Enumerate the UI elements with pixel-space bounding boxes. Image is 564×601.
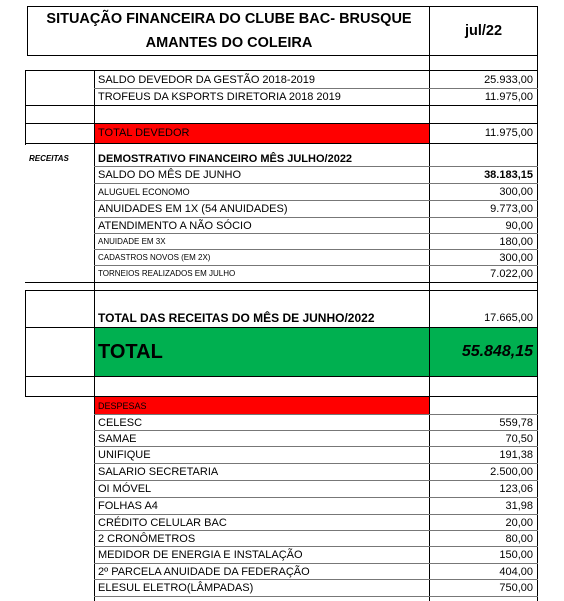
grid-line bbox=[25, 376, 538, 377]
grid-line bbox=[25, 327, 538, 328]
grid-line bbox=[94, 514, 538, 515]
grid-line bbox=[25, 396, 538, 397]
grid-line bbox=[94, 265, 538, 266]
grid-line bbox=[25, 70, 26, 145]
grid-line bbox=[25, 290, 538, 291]
grand-total-value: 55.848,15 bbox=[461, 343, 533, 360]
debt-row-value: 25.933,00 bbox=[484, 74, 533, 86]
receipt-row-label: CADASTROS NOVOS (EM 2X) bbox=[98, 253, 211, 262]
grid-line bbox=[94, 70, 95, 601]
expense-row-value: 31,98 bbox=[505, 500, 533, 512]
expense-row-value: 559,78 bbox=[499, 416, 533, 429]
grid-line bbox=[94, 166, 538, 167]
grid-line bbox=[537, 6, 538, 601]
receipt-row-label: SALDO DO MÊS DE JUNHO bbox=[98, 169, 242, 181]
receipt-row-label: ATENDIMENTO A NÃO SÓCIO bbox=[98, 219, 252, 232]
expense-row-value: 80,00 bbox=[505, 532, 533, 545]
grid-line bbox=[94, 217, 538, 218]
expense-row-label: 2º PARCELA ANUIDADE DA FEDERAÇÃO bbox=[98, 565, 310, 578]
expense-row-label: CELESC bbox=[98, 416, 143, 429]
grid-line bbox=[27, 6, 28, 56]
grid-line bbox=[94, 430, 538, 431]
grid-line bbox=[94, 480, 538, 481]
receipts-title: DEMOSTRATIVO FINANCEIRO MÊS JULHO/2022 bbox=[98, 152, 353, 165]
expense-row-label: MEDIDOR DE ENERGIA E INSTALAÇÃO bbox=[98, 549, 303, 561]
grid-line bbox=[94, 530, 538, 531]
grid-line bbox=[94, 446, 538, 447]
receipt-row-label: ANUIDADE EM 3X bbox=[98, 237, 166, 246]
expense-row-label: SALARIO SECRETARIA bbox=[98, 466, 219, 478]
grid-line bbox=[94, 200, 538, 201]
title-line-2: AMANTES DO COLEIRA bbox=[145, 34, 313, 51]
grid-line bbox=[27, 6, 538, 7]
expense-row-label: FOLHAS A4 bbox=[98, 500, 158, 512]
expense-row-value: 150,00 bbox=[499, 549, 533, 561]
receipt-row-value: 9.773,00 bbox=[490, 203, 533, 215]
receipt-row-label: ALUGUEL ECONOMO bbox=[98, 187, 190, 197]
month-label: jul/22 bbox=[464, 22, 503, 39]
grid-line bbox=[94, 596, 538, 597]
grid-line bbox=[94, 88, 538, 89]
debt-row-label: SALDO DEVEDOR DA GESTÃO 2018-2019 bbox=[98, 74, 316, 86]
expense-row-label: SAMAE bbox=[98, 432, 137, 445]
grid-line bbox=[27, 55, 538, 56]
expense-row-value: 191,38 bbox=[499, 449, 533, 461]
grid-line bbox=[94, 546, 538, 547]
grid-line bbox=[429, 6, 430, 601]
grid-line bbox=[94, 233, 538, 234]
expense-row-value: 20,00 bbox=[505, 516, 533, 529]
grid-line bbox=[94, 414, 538, 415]
expense-row-value: 123,06 bbox=[499, 483, 533, 495]
debt-row-value: 11.975,00 bbox=[484, 91, 533, 103]
grid-line bbox=[94, 563, 538, 564]
expenses-title: DESPESAS bbox=[95, 397, 429, 415]
expense-row-label: UNIFIQUE bbox=[98, 449, 151, 461]
total-receipts-value: 17.665,00 bbox=[484, 311, 533, 324]
debt-row-label: TROFEUS DA KSPORTS DIRETORIA 2018 2019 bbox=[98, 91, 341, 103]
grid-line bbox=[94, 183, 538, 184]
receipt-row-label: TORNEIOS REALIZADOS EM JULHO bbox=[98, 269, 236, 278]
receipt-row-value: 90,00 bbox=[505, 219, 533, 232]
receipts-section-label: RECEITAS bbox=[29, 154, 69, 163]
total-receipts-label: TOTAL DAS RECEITAS DO MÊS DE JUNHO/2022 bbox=[98, 311, 375, 325]
grand-total-label: TOTAL bbox=[98, 341, 163, 363]
expense-row-value: 2.500,00 bbox=[490, 466, 533, 478]
grid-line bbox=[25, 70, 538, 71]
expense-row-label: CRÉDITO CELULAR BAC bbox=[98, 516, 227, 529]
expense-row-label: OI MÓVEL bbox=[98, 483, 152, 495]
total-debt-value: 11.975,00 bbox=[484, 127, 533, 139]
receipt-row-value: 7.022,00 bbox=[490, 267, 533, 280]
grid-line bbox=[25, 123, 538, 124]
title-line-1: SITUAÇÃO FINANCEIRA DO CLUBE BAC- BRUSQUE bbox=[46, 10, 412, 27]
grid-line bbox=[25, 105, 538, 106]
receipt-row-label: ANUIDADES EM 1X (54 ANUIDADES) bbox=[98, 203, 288, 215]
expense-row-value: 750,00 bbox=[499, 582, 533, 594]
grid-line bbox=[94, 249, 538, 250]
grid-line bbox=[94, 579, 538, 580]
grid-line bbox=[94, 497, 538, 498]
receipt-row-value: 300,00 bbox=[499, 251, 533, 264]
total-debt-label: TOTAL DEVEDOR bbox=[95, 124, 429, 143]
grid-line bbox=[25, 282, 538, 283]
expense-row-label: 2 CRONÔMETROS bbox=[98, 532, 196, 545]
expense-row-value: 404,00 bbox=[499, 565, 533, 578]
receipt-row-value: 300,00 bbox=[499, 186, 533, 198]
grid-line bbox=[25, 290, 26, 396]
grid-line bbox=[94, 463, 538, 464]
receipt-row-value: 180,00 bbox=[499, 235, 533, 248]
receipt-row-value: 38.183,15 bbox=[484, 169, 533, 181]
grid-line bbox=[25, 143, 538, 144]
expense-row-value: 70,50 bbox=[505, 432, 533, 445]
expense-row-label: ELESUL ELETRO(LÂMPADAS) bbox=[98, 582, 254, 594]
